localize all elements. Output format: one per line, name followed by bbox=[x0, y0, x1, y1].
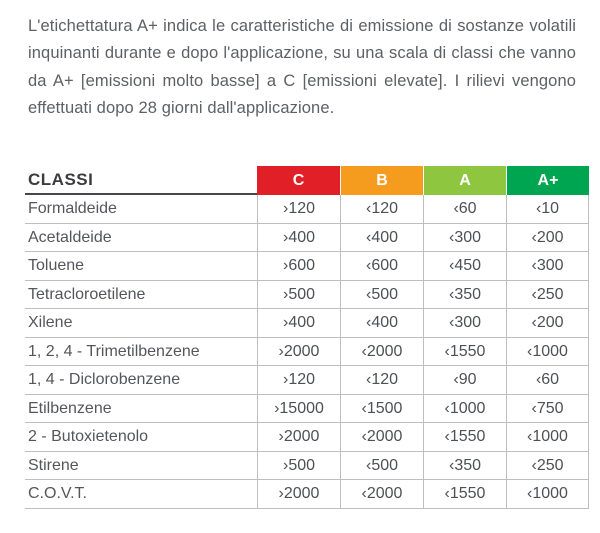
row-value: ‹10 bbox=[506, 195, 589, 223]
row-value: ‹1550 bbox=[423, 423, 506, 451]
table-row bbox=[25, 423, 589, 452]
class-header-cell: A bbox=[423, 166, 506, 195]
table-row bbox=[25, 452, 589, 481]
class-header-cell: B bbox=[340, 166, 423, 195]
row-value: ‹300 bbox=[423, 224, 506, 252]
row-label: 2 - Butoxietenolo bbox=[28, 428, 149, 445]
table-row bbox=[25, 395, 589, 424]
row-value: ‹300 bbox=[506, 252, 589, 280]
table-row bbox=[25, 480, 589, 509]
row-value: ‹450 bbox=[423, 252, 506, 280]
table-row bbox=[25, 366, 589, 395]
class-header-cell: C bbox=[257, 166, 340, 195]
row-value: ›2000 bbox=[257, 338, 340, 366]
table-header-row bbox=[25, 166, 589, 195]
row-value: ‹1500 bbox=[340, 395, 423, 423]
row-value: ‹400 bbox=[340, 309, 423, 337]
row-value: ‹200 bbox=[506, 309, 589, 337]
row-value: ‹1550 bbox=[423, 480, 506, 508]
emission-class-table bbox=[25, 166, 589, 509]
row-value: ›2000 bbox=[257, 423, 340, 451]
row-value: ‹1000 bbox=[423, 395, 506, 423]
table-row bbox=[25, 252, 589, 281]
row-value: ‹1000 bbox=[506, 423, 589, 451]
row-value: ‹300 bbox=[423, 309, 506, 337]
row-value: ‹2000 bbox=[340, 338, 423, 366]
row-value: ‹500 bbox=[340, 281, 423, 309]
row-label: 1, 4 - Diclorobenzene bbox=[28, 371, 181, 388]
row-value: ‹200 bbox=[506, 224, 589, 252]
row-label: Toluene bbox=[28, 257, 85, 274]
row-value: ‹2000 bbox=[340, 480, 423, 508]
table-row bbox=[25, 309, 589, 338]
row-label: Etilbenzene bbox=[28, 399, 112, 417]
row-value: ‹500 bbox=[340, 452, 423, 480]
row-value: ‹250 bbox=[506, 281, 589, 309]
row-label: Stirene bbox=[28, 456, 79, 474]
table-row bbox=[25, 195, 589, 224]
row-value: ›400 bbox=[257, 309, 340, 337]
row-value: ‹60 bbox=[506, 366, 589, 394]
row-value: ‹90 bbox=[423, 366, 506, 394]
row-value: ‹750 bbox=[506, 395, 589, 423]
row-value: ‹250 bbox=[506, 452, 589, 480]
table-row bbox=[25, 338, 589, 367]
row-value: ›600 bbox=[257, 252, 340, 280]
row-value: ›400 bbox=[257, 224, 340, 252]
row-label: Acetaldeide bbox=[28, 228, 112, 246]
table-row bbox=[25, 281, 589, 310]
row-value: ›120 bbox=[257, 366, 340, 394]
row-value: ‹1550 bbox=[423, 338, 506, 366]
row-value: ‹1000 bbox=[506, 480, 589, 508]
row-value: ‹120 bbox=[340, 366, 423, 394]
row-value: ›120 bbox=[257, 195, 340, 223]
row-value: ‹400 bbox=[340, 224, 423, 252]
table-row bbox=[25, 224, 589, 253]
row-label: Formaldeide bbox=[28, 200, 117, 217]
row-value: ›2000 bbox=[257, 480, 340, 508]
row-value: ‹60 bbox=[423, 195, 506, 223]
row-value: ‹1000 bbox=[506, 338, 589, 366]
row-label: C.O.V.T. bbox=[28, 485, 87, 502]
intro-paragraph: L'etichettatura A+ indica le caratteristiche di emissione di sostanze volatili inquinanti durante e dopo l'applicazione, su una scala di classi che vanno da A+ [emissioni molto basse] a C [emissioni elevate]. I rilievi vengono effettuati dopo 28 giorni dall'applicazione. bbox=[28, 17, 576, 118]
classi-header: CLASSI bbox=[25, 166, 257, 195]
table-rows bbox=[25, 195, 589, 509]
class-header-cell: A+ bbox=[506, 166, 589, 195]
row-value: ›15000 bbox=[257, 395, 340, 423]
row-value: ‹600 bbox=[340, 252, 423, 280]
row-value: ‹350 bbox=[423, 452, 506, 480]
row-value: ‹2000 bbox=[340, 423, 423, 451]
row-value: ›500 bbox=[257, 452, 340, 480]
row-value: ‹120 bbox=[340, 195, 423, 223]
row-value: ›500 bbox=[257, 281, 340, 309]
row-label: 1, 2, 4 - Trimetilbenzene bbox=[28, 342, 200, 360]
row-value: ‹350 bbox=[423, 281, 506, 309]
row-label: Xilene bbox=[28, 314, 73, 331]
row-label: Tetracloroetilene bbox=[28, 285, 146, 303]
